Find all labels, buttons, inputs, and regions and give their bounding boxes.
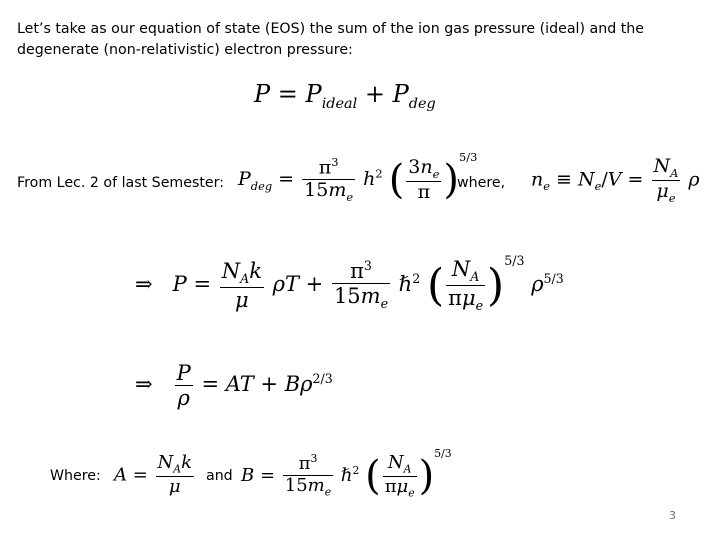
and-label: and — [206, 468, 233, 484]
equation-total-pressure: $P = P_{ideal} + P_{deg}$ — [254, 80, 436, 112]
equation-degenerate-pressure: $P_{deg}$ = $\frac{\pi^3}{15m_e}$ $h^2$ ( $\frac{3n_e}{\pi}$ )$^{5/3}$ — [238, 150, 478, 204]
from-lecture-label: From Lec. 2 of last Semester: — [17, 175, 225, 191]
equation-pressure-over-density: ⇒ $\frac{P}{\rho}$ = AT + $B\rho^{2/3}$ — [135, 361, 333, 411]
equation-electron-density: $n_e \equiv N_e/V$ = $\frac{N_A}{\mu_e}$ ρ — [531, 155, 700, 205]
page-number: 3 — [669, 509, 676, 522]
intro-paragraph: Let’s take as our equation of state (EOS) the sum of the ion gas pressure (ideal) and the degenerate (non-relativistic) electron pressure: — [17, 21, 645, 58]
where-colon-label: Where: — [50, 468, 101, 484]
equation-pressure-combined: ⇒ P = $\frac{N_Ak}{\mu}$ ρT + $\frac{\pi^3}{15m_e}$ ℏ$^2$ ( $\frac{N_A}{\pi\mu_e}$ )$^{5/3}$ $\rho^{5/3}$ — [135, 253, 564, 314]
equation-constant-B: B = $\frac{\pi^3}{15m_e}$ ℏ$^2$ ( $\frac{N_A}{\pi\mu_e}$ )$^{5/3}$ — [241, 447, 452, 500]
equation-constant-A: A = $\frac{N_Ak}{\mu}$ — [114, 452, 193, 497]
where-label: where, — [457, 175, 506, 191]
